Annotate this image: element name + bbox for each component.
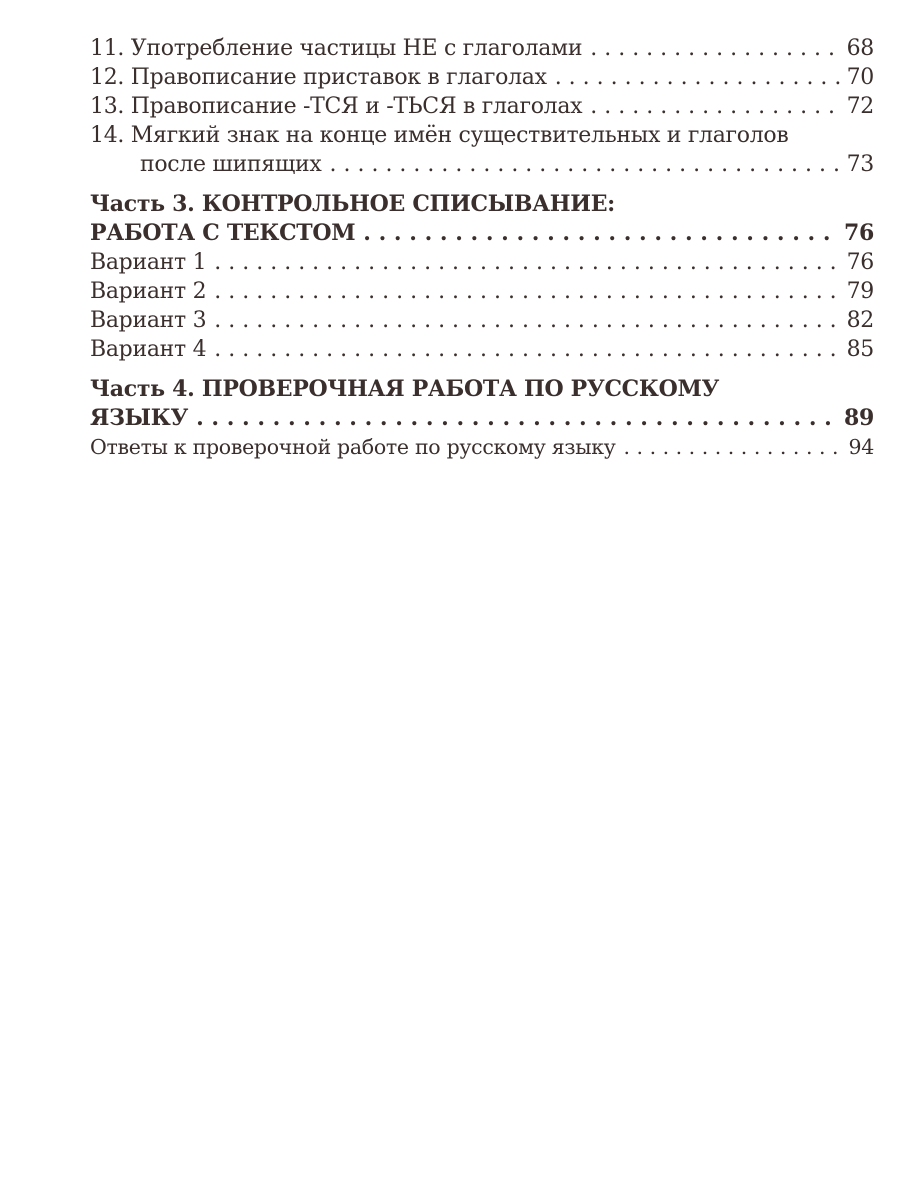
page-number: 76 bbox=[843, 220, 874, 246]
part-4-heading: Часть 4. ПРОВЕРОЧНАЯ РАБОТА ПО РУССКОМУ bbox=[90, 376, 720, 402]
dot-leader bbox=[590, 92, 840, 121]
entry-title: Мягкий знак на конце имён существительных и глаголов bbox=[130, 123, 789, 148]
toc-entry-11 bbox=[90, 34, 874, 63]
dot-leader bbox=[363, 219, 838, 248]
page-number: 73 bbox=[846, 152, 874, 177]
dot-leader bbox=[555, 63, 840, 92]
entry-title: Правописание приставок в глаголах bbox=[130, 65, 547, 90]
entry-number: 12. bbox=[90, 65, 125, 90]
entry-number: 11. bbox=[90, 36, 125, 61]
part-3-heading: Часть 3. КОНТРОЛЬНОЕ СПИСЫВАНИЕ: bbox=[90, 191, 616, 217]
entry-title-continued: после шипящих bbox=[140, 152, 322, 177]
dot-leader bbox=[624, 433, 841, 462]
page-number: 72 bbox=[846, 94, 874, 119]
entry-title: Правописание -ТСЯ и -ТЬСЯ в глаголах bbox=[130, 94, 583, 119]
toc-variant-4: Вариант 4 . . . 85 bbox=[90, 335, 874, 364]
dot-leader bbox=[214, 277, 840, 306]
part-4-heading-line2: ЯЗЫКУ . . . 89 bbox=[90, 404, 874, 433]
dot-leader bbox=[590, 34, 840, 63]
toc-entry-13 bbox=[90, 92, 874, 121]
page-number: 68 bbox=[846, 36, 874, 61]
toc-entry-12 bbox=[90, 63, 874, 92]
page-number: 85 bbox=[846, 337, 874, 362]
dot-leader bbox=[214, 248, 840, 277]
toc-variant-2: Вариант 2 . . . 79 bbox=[90, 277, 874, 306]
dot-leader bbox=[330, 150, 841, 179]
toc-variant-3: Вариант 3 . . . 82 bbox=[90, 306, 874, 335]
dot-leader bbox=[214, 306, 840, 335]
toc-variant-1: Вариант 1 . . . 76 bbox=[90, 248, 874, 277]
entry-number: 13. bbox=[90, 94, 125, 119]
page-number: 94 bbox=[848, 435, 874, 459]
page-number: 76 bbox=[846, 250, 874, 275]
page-number: 82 bbox=[846, 308, 874, 333]
toc-entry-14-line1 bbox=[90, 121, 874, 150]
toc-answers: Ответы к проверочной работе по русскому языку . . . 94 bbox=[90, 433, 874, 462]
toc-entry-14-line2 bbox=[90, 150, 874, 179]
dot-leader bbox=[214, 335, 840, 364]
part-3-heading-line2: РАБОТА С ТЕКСТОМ . . . 76 bbox=[90, 219, 874, 248]
entry-title: Употребление частицы НЕ с глаголами bbox=[130, 36, 583, 61]
page-number: 89 bbox=[843, 405, 874, 431]
entry-number: 14. bbox=[90, 123, 125, 148]
page-number: 70 bbox=[846, 65, 874, 90]
dot-leader bbox=[196, 404, 838, 433]
table-of-contents bbox=[90, 34, 874, 462]
page-number: 79 bbox=[846, 279, 874, 304]
